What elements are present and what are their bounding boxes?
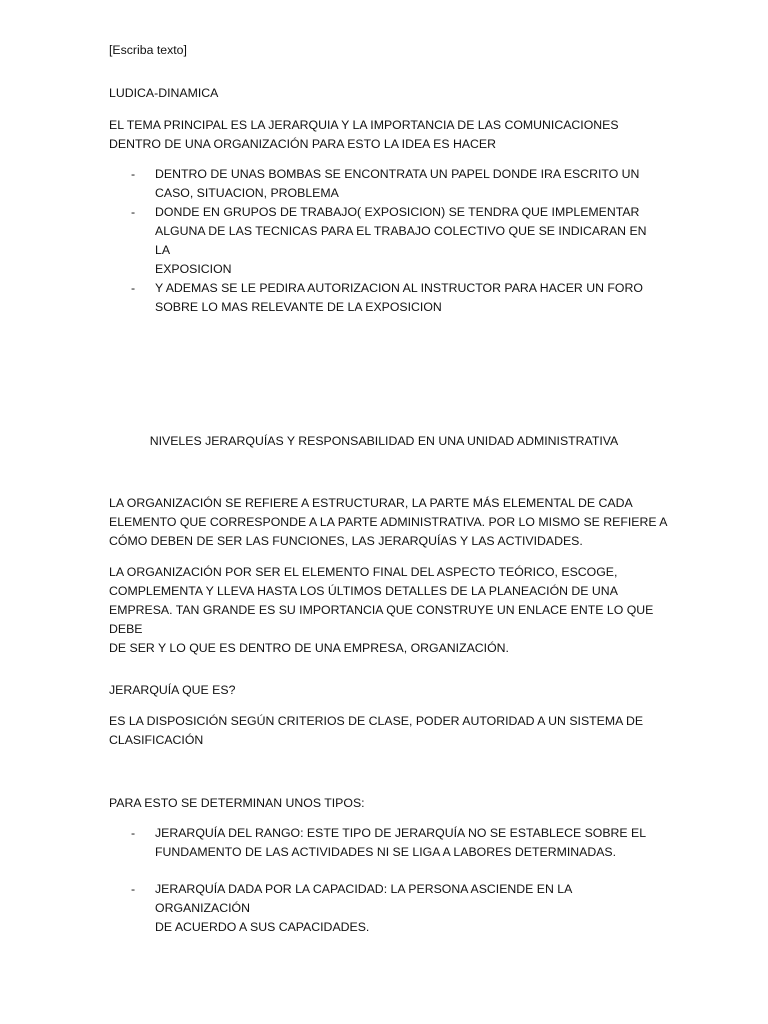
list-item xyxy=(109,165,649,203)
list-item-line: DE ACUERDO A SUS CAPACIDADES. xyxy=(155,920,370,934)
list-item-line: JERARQUÍA DEL RANGO: ESTE TIPO DE JERARQUÍA NO SE ESTABLECE SOBRE EL xyxy=(155,826,647,840)
dash-bullet: - xyxy=(131,205,136,219)
list-item-line: EXPOSICION xyxy=(155,262,232,276)
list-item-line: DENTRO DE UNAS BOMBAS SE ENCONTRATA UN PAPEL DONDE IRA ESCRITO UN xyxy=(155,167,640,181)
section-title-ludica: LUDICA-DINAMICA xyxy=(109,86,219,100)
intro-paragraph xyxy=(109,116,669,154)
paragraph-line: COMPLEMENTA Y LLEVA HASTA LOS ÚLTIMOS DETALLES DE LA PLANEACIÓN DE UNA xyxy=(109,584,618,598)
types-list-2 xyxy=(109,880,649,937)
dash-bullet: - xyxy=(131,281,136,295)
paragraph-line: LA ORGANIZACIÓN POR SER EL ELEMENTO FINAL DEL ASPECTO TEÓRICO, ESCOGE, xyxy=(109,565,618,579)
jerarquia-definition xyxy=(109,712,669,750)
types-intro: PARA ESTO SE DETERMINAN UNOS TIPOS: xyxy=(109,796,365,810)
list-item xyxy=(109,203,649,279)
list-item xyxy=(109,279,649,317)
paragraph-line: ELEMENTO QUE CORRESPONDE A LA PARTE ADMINISTRATIVA. POR LO MISMO SE REFIERE A xyxy=(109,515,668,529)
paragraph-line: ES LA DISPOSICIÓN SEGÚN CRITERIOS DE CLASE, PODER AUTORIDAD A UN SISTEMA DE xyxy=(109,714,644,728)
list-item-line: FUNDAMENTO DE LAS ACTIVIDADES NI SE LIGA A LABORES DETERMINADAS. xyxy=(155,845,617,859)
list-item xyxy=(109,880,649,937)
section-title-niveles: NIVELES JERARQUÍAS Y RESPONSABILIDAD EN UNA UNIDAD ADMINISTRATIVA xyxy=(149,434,619,448)
activity-list xyxy=(109,165,649,317)
dash-bullet: - xyxy=(131,167,136,181)
organizacion-paragraph-1 xyxy=(109,494,669,551)
intro-line: EL TEMA PRINCIPAL ES LA JERARQUIA Y LA IMPORTANCIA DE LAS COMUNICACIONES xyxy=(109,118,619,132)
dash-bullet: - xyxy=(131,826,136,840)
list-item-line: DONDE EN GRUPOS DE TRABAJO( EXPOSICION) SE TENDRA QUE IMPLEMENTAR xyxy=(155,205,640,219)
list-item-line: JERARQUÍA DADA POR LA CAPACIDAD: LA PERSONA ASCIENDE EN LA ORGANIZACIÓN xyxy=(155,882,572,915)
intro-line: DENTRO DE UNA ORGANIZACIÓN PARA ESTO LA IDEA ES HACER xyxy=(109,137,496,151)
jerarquia-question: JERARQUÍA QUE ES? xyxy=(109,683,236,697)
organizacion-paragraph-2 xyxy=(109,563,669,658)
list-item-line: ALGUNA DE LAS TECNICAS PARA EL TRABAJO COLECTIVO QUE SE INDICARAN EN LA xyxy=(155,224,647,257)
list-item-line: Y ADEMAS SE LE PEDIRA AUTORIZACION AL INSTRUCTOR PARA HACER UN FORO xyxy=(155,281,643,295)
paragraph-line: DE SER Y LO QUE ES DENTRO DE UNA EMPRESA, ORGANIZACIÓN. xyxy=(109,641,509,655)
header-placeholder[interactable]: [Escriba texto] xyxy=(109,43,187,57)
types-list xyxy=(109,824,649,862)
paragraph-line: EMPRESA. TAN GRANDE ES SU IMPORTANCIA QUE CONSTRUYE UN ENLACE ENTE LO QUE DEBE xyxy=(109,603,654,636)
paragraph-line: CLASIFICACIÓN xyxy=(109,733,204,747)
paragraph-line: CÓMO DEBEN DE SER LAS FUNCIONES, LAS JERARQUÍAS Y LAS ACTIVIDADES. xyxy=(109,534,583,548)
list-item xyxy=(109,824,649,862)
list-item-line: SOBRE LO MAS RELEVANTE DE LA EXPOSICION xyxy=(155,300,442,314)
list-item-line: CASO, SITUACION, PROBLEMA xyxy=(155,186,339,200)
paragraph-line: LA ORGANIZACIÓN SE REFIERE A ESTRUCTURAR, LA PARTE MÁS ELEMENTAL DE CADA xyxy=(109,496,633,510)
dash-bullet: - xyxy=(131,882,136,896)
